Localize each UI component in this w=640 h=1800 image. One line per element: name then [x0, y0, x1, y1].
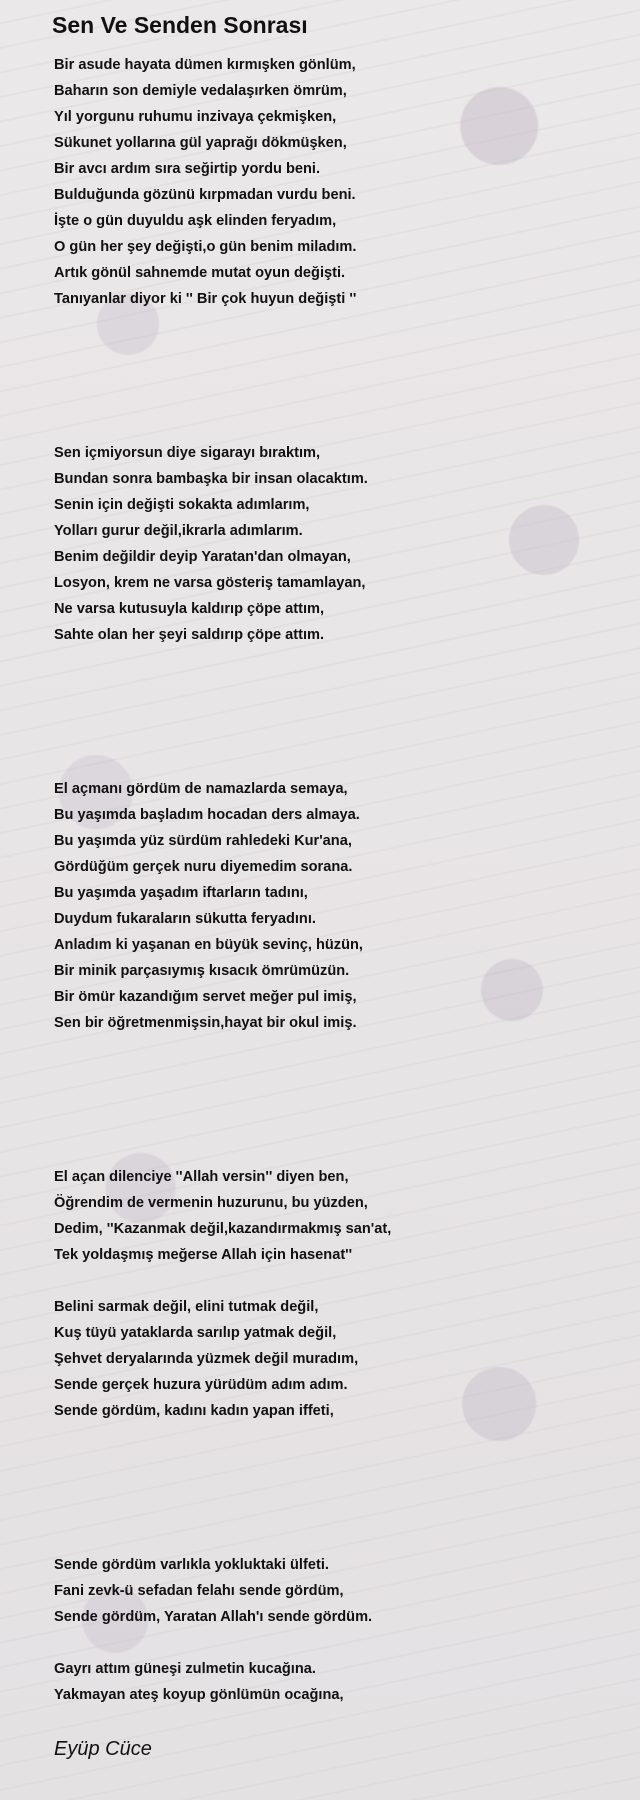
poem-line: Bu yaşımda başladım hocadan ders almaya. [54, 807, 360, 823]
poem-line: Yıl yorgunu ruhumu inzivaya çekmişken, [54, 109, 337, 125]
stanza-spacer [54, 1630, 614, 1656]
poem-line: Bulduğunda gözünü kırpmadan vurdu beni. [54, 187, 356, 203]
poem-line: Gördüğüm gerçek nuru diyemedim sorana. [54, 859, 353, 875]
stanza-spacer [54, 648, 614, 776]
poem-line: Sende gerçek huzura yürüdüm adım adım. [54, 1377, 348, 1393]
poem-line: Gayrı attım güneşi zulmetin kucağına. [54, 1661, 316, 1677]
stanza [54, 1294, 614, 1424]
stanza [54, 52, 614, 312]
poem-line: Baharın son demiyle vedalaşırken ömrüm, [54, 83, 347, 99]
poem-author: Eyüp Cüce [54, 1738, 152, 1760]
poem-line: Sende gördüm, Yaratan Allah'ı sende gördüm. [54, 1609, 373, 1625]
stanza [54, 1552, 614, 1630]
poem-line: Yolları gurur değil,ikrarla adımlarım. [54, 523, 303, 539]
poem-line: Kuş tüyü yataklarda sarılıp yatmak değil, [54, 1325, 337, 1341]
poem-line: Bundan sonra bambaşka bir insan olacaktım. [54, 471, 368, 487]
poem-line: Sen bir öğretmenmişsin,hayat bir okul imiş. [54, 1015, 357, 1031]
poem-line: Fani zevk-ü sefadan felahı sende gördüm, [54, 1583, 344, 1599]
poem-title: Sen Ve Senden Sonrası [52, 12, 308, 38]
poem-line: Yakmayan ateş koyup gönlümün ocağına, [54, 1687, 344, 1703]
poem-line: Sende gördüm varlıkla yokluktaki ülfeti. [54, 1557, 329, 1573]
poem-line: Öğrendim de vermenin huzurunu, bu yüzden, [54, 1195, 368, 1211]
poem-line: Anladım ki yaşanan en büyük sevinç, hüzün, [54, 937, 363, 953]
poem-line: Bir asude hayata dümen kırmışken gönlüm, [54, 57, 356, 73]
stanza [54, 440, 614, 648]
poem-line: Sahte olan her şeyi saldırıp çöpe attım. [54, 627, 325, 643]
stanza-spacer [54, 1268, 614, 1294]
poem-line: El açan dilenciye ''Allah versin'' diyen ben, [54, 1169, 349, 1185]
poem-line: İşte o gün duyuldu aşk elinden feryadım, [54, 213, 337, 229]
poem-line: O gün her şey değişti,o gün benim miladım. [54, 239, 357, 255]
poem-line: Bir minik parçasıymış kısacık ömrümüzün. [54, 963, 350, 979]
poem-line: Bu yaşımda yaşadım iftarların tadını, [54, 885, 308, 901]
poem-line: Bu yaşımda yüz sürdüm rahledeki Kur'ana, [54, 833, 352, 849]
stanza [54, 776, 614, 1036]
poem-line: Tanıyanlar diyor ki '' Bir çok huyun değişti '' [54, 291, 357, 307]
poem-line: Bir ömür kazandığım servet meğer pul imiş, [54, 989, 357, 1005]
poem-line: Sen içmiyorsun diye sigarayı bıraktım, [54, 445, 321, 461]
poem-line: Tek yoldaşmış meğerse Allah için hasenat'' [54, 1247, 353, 1263]
poem-line: Dedim, ''Kazanmak değil,kazandırmakmış san'at, [54, 1221, 392, 1237]
stanza [54, 1656, 614, 1708]
poem-line: Ne varsa kutusuyla kaldırıp çöpe attım, [54, 601, 325, 617]
poem-line: Sükunet yollarına gül yaprağı dökmüşken, [54, 135, 347, 151]
poem-line: Belini sarmak değil, elini tutmak değil, [54, 1299, 319, 1315]
poem-body [54, 52, 614, 1708]
poem-line: Sende gördüm, kadını kadın yapan iffeti, [54, 1403, 334, 1419]
poem-line: Artık gönül sahnemde mutat oyun değişti. [54, 265, 346, 281]
stanza [54, 1164, 614, 1268]
poem-line: El açmanı gördüm de namazlarda semaya, [54, 781, 348, 797]
stanza-spacer [54, 1036, 614, 1164]
stanza-spacer [54, 1424, 614, 1552]
poem-line: Benim değildir deyip Yaratan'dan olmayan, [54, 549, 351, 565]
poem-line: Şehvet deryalarında yüzmek değil muradım, [54, 1351, 359, 1367]
poem-line: Duydum fukaraların sükutta feryadını. [54, 911, 316, 927]
stanza-spacer [54, 312, 614, 440]
poem-line: Bir avcı ardım sıra seğirtip yordu beni. [54, 161, 321, 177]
poem-line: Senin için değişti sokakta adımlarım, [54, 497, 310, 513]
poem-line: Losyon, krem ne varsa gösteriş tamamlayan, [54, 575, 366, 591]
